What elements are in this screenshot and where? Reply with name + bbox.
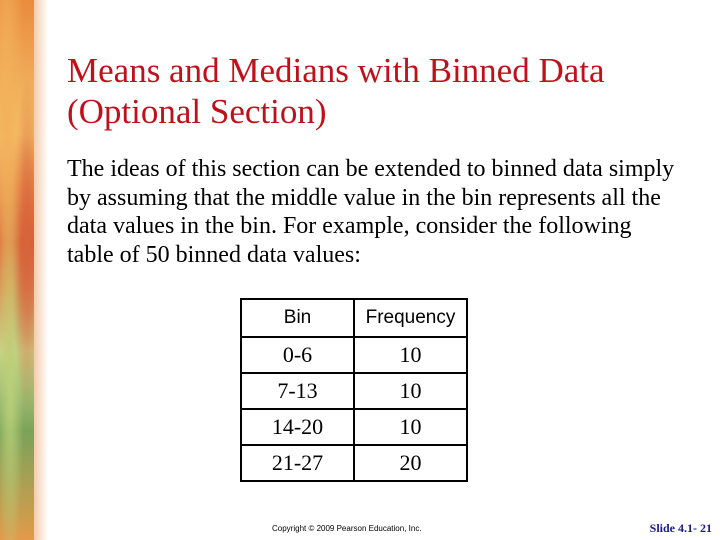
header-bin: Bin xyxy=(241,299,354,337)
frequency-cell: 10 xyxy=(354,373,467,409)
frequency-cell: 10 xyxy=(354,337,467,373)
bin-cell: 0-6 xyxy=(241,337,354,373)
decorative-side-banner xyxy=(0,0,34,540)
binned-data-table xyxy=(240,298,468,482)
copyright-notice: Copyright © 2009 Pearson Education, Inc. xyxy=(272,524,422,533)
bin-cell: 7-13 xyxy=(241,373,354,409)
bin-cell: 14-20 xyxy=(241,409,354,445)
body-line-1: The ideas of this section can be extended to binned data simply xyxy=(67,156,675,182)
body-line-4: table of 50 binned data values: xyxy=(67,241,361,268)
body-line-2: by assuming that the middle value in the bin represents all the xyxy=(67,184,661,211)
header-frequency: Frequency xyxy=(354,299,467,337)
slide-number: Slide 4.1- 21 xyxy=(649,521,712,535)
table-row xyxy=(241,373,467,409)
slide-title xyxy=(67,50,687,132)
table-header-row xyxy=(241,299,467,337)
frequency-cell: 10 xyxy=(354,409,467,445)
slide-body-text xyxy=(67,155,687,269)
body-line-3: data values in the bin. For example, consider the following xyxy=(67,213,632,239)
table-row xyxy=(241,445,467,481)
slide-title-line-1: Means and Medians with Binned Data xyxy=(67,51,605,90)
slide-title-line-2: (Optional Section) xyxy=(67,92,327,131)
table-row xyxy=(241,409,467,445)
bin-cell: 21-27 xyxy=(241,445,354,481)
frequency-cell: 20 xyxy=(354,445,467,481)
decorative-side-fade xyxy=(34,0,48,540)
table-row xyxy=(241,337,467,373)
